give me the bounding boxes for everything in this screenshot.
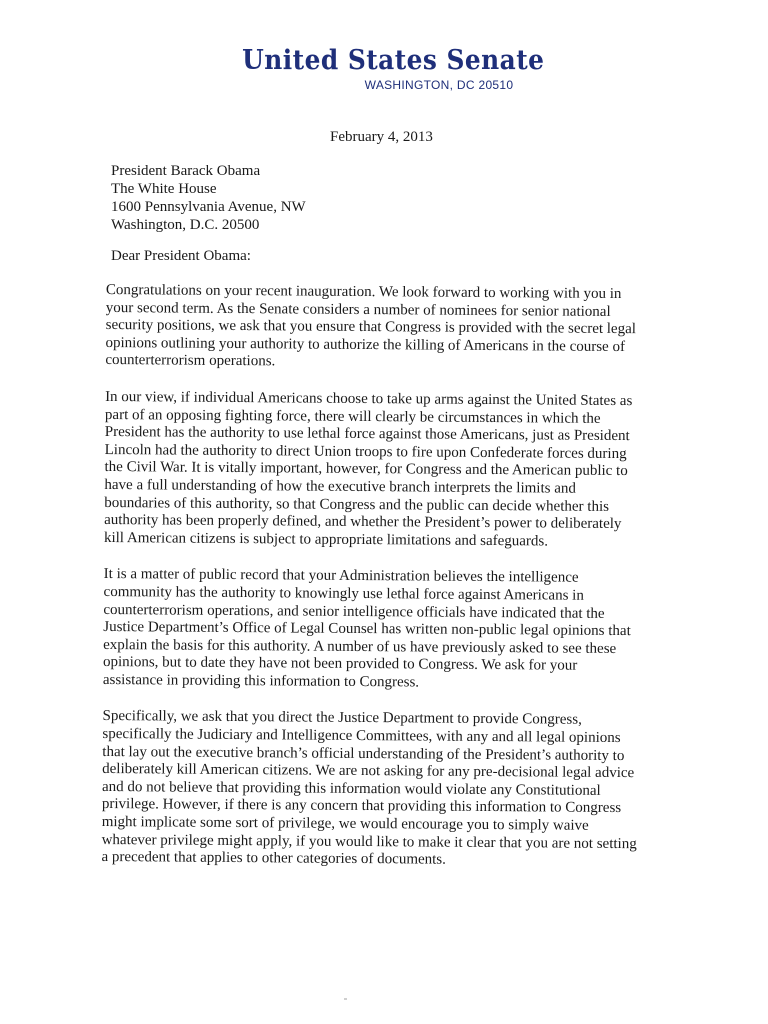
letterhead-title: United States Senate [241,45,545,76]
scan-speck [344,998,347,1000]
recipient-city: Washington, D.C. 20500 [111,217,260,233]
recipient-street: 1600 Pennsylvania Avenue, NW [111,199,306,215]
letterhead-location: WASHINGTON, DC 20510 [364,78,514,92]
recipient-office: The White House [111,181,217,197]
letter-body [101,282,642,890]
body-paragraph-2: In our view, if individual Americans choose to take up arms against the United States as part of an opposing fighting force, there will clearly be circumstances in which the President has the authority to use lethal force against those Americans, just as President Lincoln had the authority to direct Union troops to fire upon Confederate forces during the Civil War. It is vitally important, however, for Congress and the American public to have a full understanding of how the executive branch interprets the limits and boundaries of this authority, so that Congress and the public can decide whether this authority has been properly defined, and whether the President’s power to deliberately kill American citizens is subject to appropriate limitations and safeguards. [103,388,633,550]
body-paragraph-3: It is a matter of public record that your Administration believes the intelligence community has the authority to knowingly use lethal force against Americans in counterterrorism operations, and senior intelligence officials have indicated that the Justice Department’s Office of Legal Counsel has written non-public legal opinions that explain the basis for this authority. A number of us have previously asked to see these opinions, but to date they have not been provided to Congress. We ask for your assistance in providing this information to Congress. [102,566,631,691]
salutation: Dear President Obama: [111,248,251,264]
body-paragraph-4: Specifically, we ask that you direct the Justice Department to provide Congress, specifically the Judiciary and Intelligence Committees, with any and all legal opinions that lay out the executive branch’s official understanding of the President’s authority to deliberately kill American citizens. We are not asking for any pre-decisional legal advice and do not believe that providing this information would violate any Constitutional privilege. However, if there is any concern that providing this information to Congress might implicate some sort of privilege, we would encourage you to simply waive whatever privilege might apply, if you would like to make it clear that you are not setting a precedent that applies to other categories of documents. [101,708,637,868]
body-paragraph-1: Congratulations on your recent inauguration. We look forward to working with you in your second term. As the Senate considers a number of nominees for senior national security positions, we ask that you ensure that Congress is provided with the secret legal opinions outlining your authority to authorize the killing of Americans in the course of counterterrorism operations. [105,282,637,370]
recipient-address [111,162,306,234]
recipient-name: President Barack Obama [111,163,261,179]
letterhead [0,46,768,92]
letter-date: February 4, 2013 [330,129,433,145]
